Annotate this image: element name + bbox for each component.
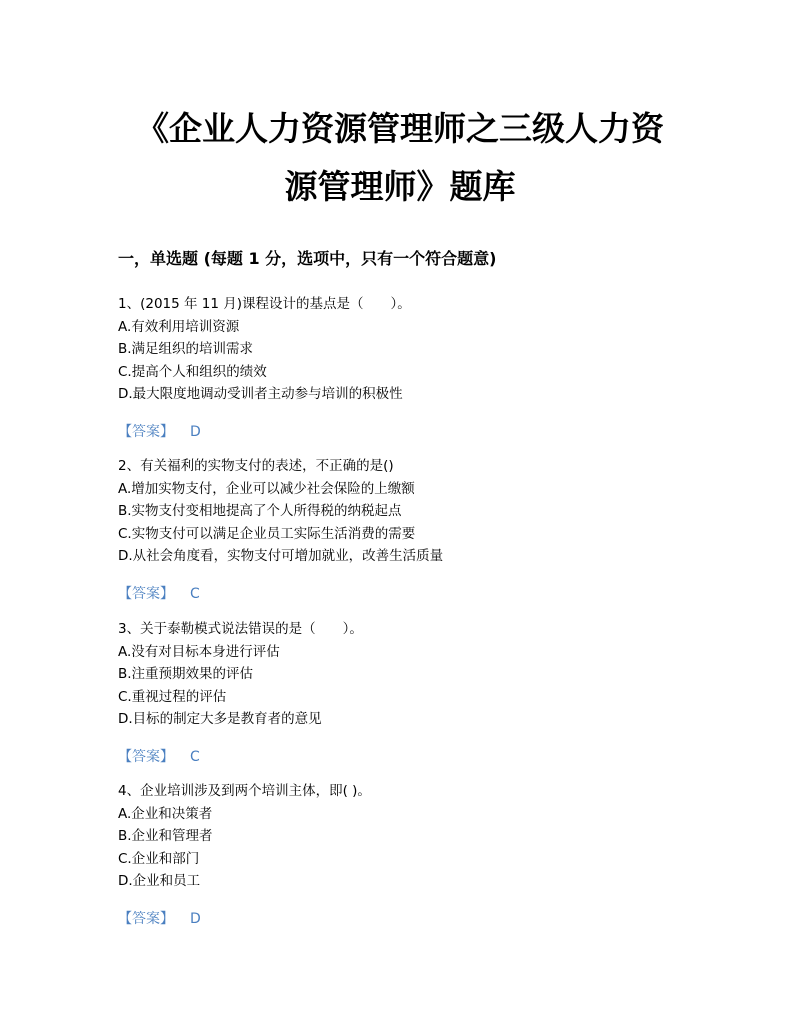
answer-label: 【答案】	[118, 424, 174, 440]
question-4	[118, 780, 718, 893]
question-stem: 1、(2015 年 11 月)课程设计的基点是（ ）。	[118, 296, 411, 312]
answer-label: 【答案】	[118, 911, 174, 927]
question-option: D.目标的制定大多是教育者的意见	[118, 711, 322, 728]
answer-2	[118, 583, 200, 603]
question-option: C.重视过程的评估	[118, 688, 227, 705]
question-option: C.企业和部门	[118, 850, 200, 867]
answer-label: 【答案】	[118, 749, 174, 765]
question-stem: 3、关于泰勒模式说法错误的是（ ）。	[118, 621, 363, 637]
question-3	[118, 618, 718, 731]
question-option: B.注重预期效果的评估	[118, 666, 254, 683]
answer-label: 【答案】	[118, 586, 174, 602]
answer-value: C	[190, 586, 200, 602]
document-title-line-2: 源管理师》题库	[284, 167, 516, 206]
question-option: D.从社会角度看，实物支付可增加就业，改善生活质量	[118, 548, 444, 565]
answer-value: D	[190, 424, 201, 440]
question-option: D.企业和员工	[118, 873, 201, 890]
question-option: A.有效利用培训资源	[118, 318, 240, 335]
question-1	[118, 293, 718, 406]
question-option: A.增加实物支付，企业可以减少社会保险的上缴额	[118, 480, 415, 497]
answer-4	[118, 908, 201, 928]
question-option: A.没有对目标本身进行评估	[118, 643, 280, 660]
answer-3	[118, 746, 200, 766]
question-option: C.实物支付可以满足企业员工实际生活消费的需要	[118, 525, 416, 542]
question-stem: 2、有关福利的实物支付的表述，不正确的是()	[118, 458, 394, 474]
section-heading: 一，单选题 (每题 1 分，选项中，只有一个符合题意)	[118, 249, 497, 268]
question-option: B.满足组织的培训需求	[118, 341, 254, 358]
question-2	[118, 455, 718, 568]
answer-value: D	[190, 911, 201, 927]
question-option: B.企业和管理者	[118, 828, 213, 845]
answer-1	[118, 421, 201, 441]
document-title-line-1: 《企业人力资源管理师之三级人力资	[136, 109, 664, 148]
question-option: B.实物支付变相地提高了个人所得税的纳税起点	[118, 503, 402, 520]
question-option: A.企业和决策者	[118, 805, 213, 822]
question-option: C.提高个人和组织的绩效	[118, 363, 267, 380]
question-option: D.最大限度地调动受训者主动参与培训的积极性	[118, 386, 403, 403]
document-title	[100, 100, 700, 216]
answer-value: C	[190, 749, 200, 765]
question-stem: 4、企业培训涉及到两个培训主体，即( )。	[118, 783, 371, 799]
